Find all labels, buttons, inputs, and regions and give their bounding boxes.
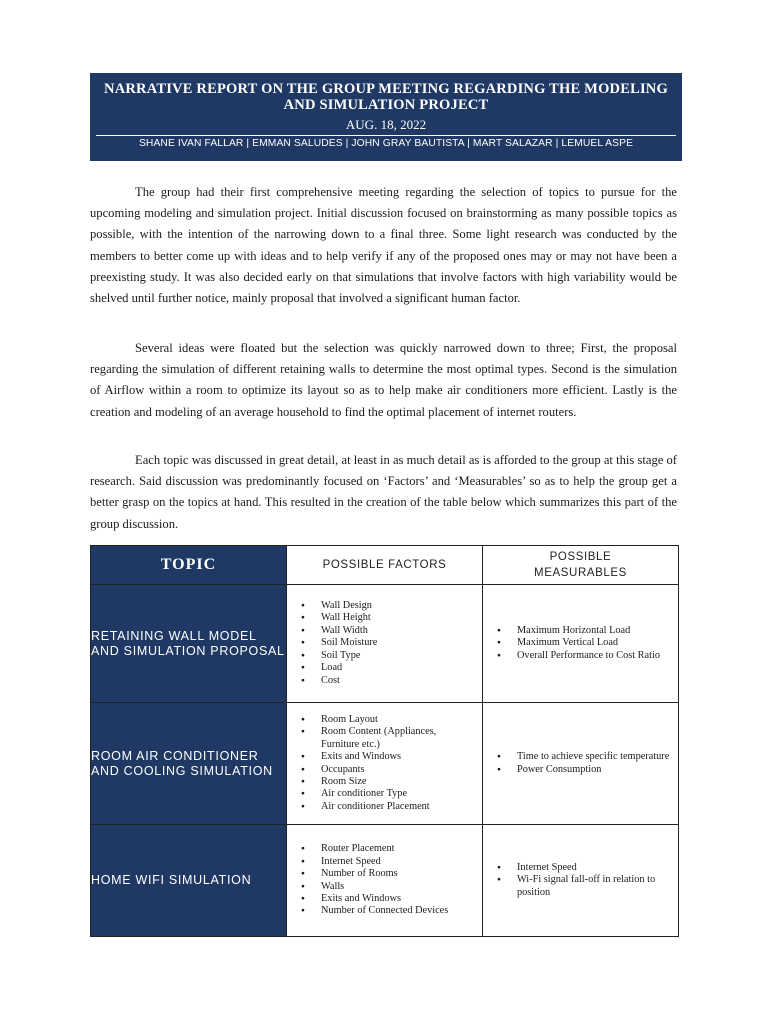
list-item: ● Room Layout bbox=[321, 714, 476, 726]
paragraph-2: Several ideas were floated but the selection was quickly narrowed down to three; First, the proposal regarding the simulation of different retaining walls to determine the most optimal types. Second is the simulation of Airflow within a room to optimize its layout so as to help make air conditioners more efficient. Lastly is the creation and modeling of an average household to find the optimal placement of internet routers. bbox=[90, 341, 677, 419]
measurables-cell bbox=[483, 825, 679, 937]
measurables-list bbox=[483, 751, 678, 776]
list-item: ● Air conditioner Placement bbox=[321, 801, 476, 813]
list-item: ● Wall Height bbox=[321, 612, 476, 624]
header-topic: TOPIC bbox=[91, 546, 287, 585]
list-item: ● Wall Width bbox=[321, 625, 476, 637]
list-item: ● Walls bbox=[321, 881, 476, 893]
measurables-cell bbox=[483, 585, 679, 703]
list-item: ● Number of Rooms bbox=[321, 868, 476, 880]
report-title: NARRATIVE REPORT ON THE GROUP MEETING REGARDING THE MODELING AND SIMULATION PROJECT bbox=[104, 81, 668, 113]
report-date: AUG. 18, 2022 bbox=[345, 117, 427, 132]
list-item: ● Load bbox=[321, 662, 476, 674]
list-item: ● Power Consumption bbox=[517, 764, 672, 776]
list-item: ● Time to achieve specific temperature bbox=[517, 751, 672, 763]
factors-cell bbox=[287, 703, 483, 825]
list-item: ● Number of Connected Devices bbox=[321, 905, 476, 917]
list-item: ● Air conditioner Type bbox=[321, 788, 476, 800]
paragraph-1: The group had their first comprehensive meeting regarding the selection of topics to pursue for the upcoming modeling and simulation project. Initial discussion focused on brainstorming as many possible topics as possible, with the intention of the narrowing down to a final three. Some light research was conducted by the members to better come up with ideas and to help verify if any of the proposed ones may or may not have been a preexisting study. It was also decided early on that simulations that involve factors with high variability would be shelved until further notice, mainly proposal that involved a significant human factor. bbox=[90, 185, 677, 306]
list-item: ● Soil Type bbox=[321, 650, 476, 662]
topic-cell: RETAINING WALL MODEL AND SIMULATION PROPOSAL bbox=[91, 585, 287, 703]
list-item: ● Room Size bbox=[321, 776, 476, 788]
measurables-list bbox=[483, 862, 678, 899]
topic-cell: ROOM AIR CONDITIONER AND COOLING SIMULATION bbox=[91, 703, 287, 825]
list-item: ● Exits and Windows bbox=[321, 893, 476, 905]
header-measurables bbox=[483, 546, 679, 585]
factors-cell bbox=[287, 825, 483, 937]
header-factors: POSSIBLE FACTORS bbox=[287, 546, 483, 585]
topics-table bbox=[90, 545, 679, 937]
factors-list bbox=[287, 600, 482, 687]
measurables-list bbox=[483, 625, 678, 662]
report-authors: SHANE IVAN FALLAR | EMMAN SALUDES | JOHN GRAY BAUTISTA | MART SALAZAR | LEMUEL ASPE bbox=[138, 138, 634, 149]
list-item: ● Internet Speed bbox=[517, 862, 672, 874]
list-item: ● Exits and Windows bbox=[321, 751, 476, 763]
report-header bbox=[90, 73, 682, 161]
topic-cell: HOME WIFI SIMULATION bbox=[91, 825, 287, 937]
list-item: ● Room Content (Appliances, Furniture etc.) bbox=[321, 726, 476, 751]
table-row bbox=[91, 703, 679, 825]
table-row bbox=[91, 825, 679, 937]
factors-list bbox=[287, 714, 482, 813]
measurables-cell bbox=[483, 703, 679, 825]
header-measurables-label: POSSIBLE MEASURABLES bbox=[534, 551, 627, 579]
list-item: ● Maximum Horizontal Load bbox=[517, 625, 672, 637]
list-item: ● Cost bbox=[321, 675, 476, 687]
factors-list bbox=[287, 843, 482, 917]
factors-cell bbox=[287, 585, 483, 703]
list-item: ● Overall Performance to Cost Ratio bbox=[517, 650, 672, 662]
list-item: ● Router Placement bbox=[321, 843, 476, 855]
table-row bbox=[91, 585, 679, 703]
table-header-row bbox=[91, 546, 679, 585]
list-item: ● Internet Speed bbox=[321, 856, 476, 868]
paragraph-3: Each topic was discussed in great detail, at least in as much detail as is afforded to the group at this stage of research. Said discussion was predominantly focused on ‘Factors’ and ‘Measurables’ so as to help the group get a better grasp on the topics at hand. This resulted in the creation of the table below which summarizes this part of the group discussion. bbox=[90, 453, 677, 531]
list-item: ● Maximum Vertical Load bbox=[517, 637, 672, 649]
list-item: ● Wi-Fi signal fall-off in relation to position bbox=[517, 874, 672, 899]
list-item: ● Wall Design bbox=[321, 600, 476, 612]
list-item: ● Soil Moisture bbox=[321, 637, 476, 649]
list-item: ● Occupants bbox=[321, 764, 476, 776]
